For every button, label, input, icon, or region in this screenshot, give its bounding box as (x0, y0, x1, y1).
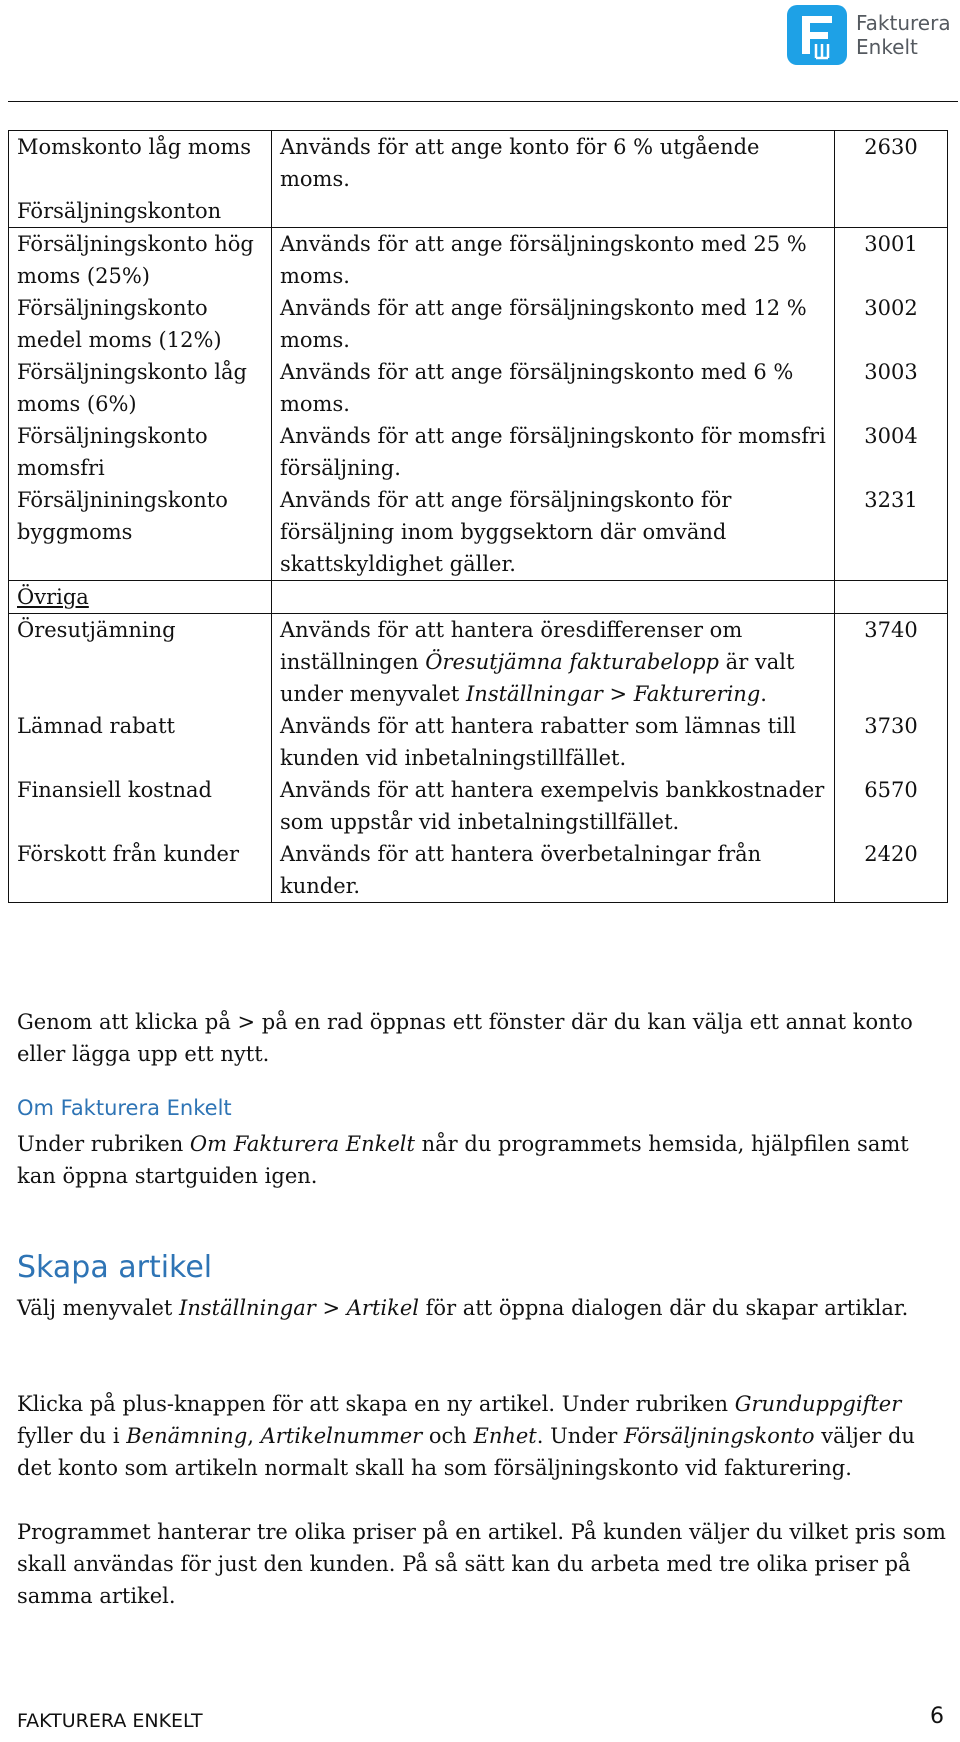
account-name: Försäljningskonto momsfri (9, 420, 272, 484)
account-number: 3001 (835, 228, 948, 293)
article-paragraph-2: Klicka på plus-knappen för att skapa en ny artikel. Under rubriken Grunduppgifter fyller du i Benämning, Artikelnummer och Enhet. Under Försäljningskonto väljer du det konto som artikeln normalt skall ha som försäljningskonto vid fakturering. (17, 1392, 915, 1480)
table-row (9, 131, 948, 196)
section-title: Försäljningskonton (9, 195, 272, 228)
account-name: Försäljningskonto medel moms (12%) (9, 292, 272, 356)
section-row (9, 581, 948, 614)
table-row (9, 838, 948, 903)
account-name: Försäljningskonto hög moms (25%) (9, 228, 272, 293)
account-number: 3002 (864, 296, 918, 320)
account-name: Försäljniningskonto byggmoms (9, 484, 272, 581)
account-number: 3004 (864, 424, 918, 448)
table-row (9, 774, 948, 838)
logo-wordmark: Fakturera Enkelt (856, 11, 951, 59)
table-row (9, 356, 948, 420)
fakturera-logo-icon (786, 4, 848, 66)
table-row (9, 292, 948, 356)
account-description: Används för att hantera öresdifferenser om inställningen Öresutjämna fakturabelopp är valt under menyvalet Inställningar > Fakturering. (272, 614, 835, 711)
account-number: 3740 (835, 614, 948, 711)
about-heading: Om Fakturera Enkelt (17, 1096, 232, 1120)
account-description: Används för att hantera överbetalningar från kunder. (272, 838, 835, 903)
about-paragraph: Under rubriken Om Fakturera Enkelt når du programmets hemsida, hjälpfilen samt kan öppna startguiden igen. (17, 1132, 909, 1188)
article-heading: Skapa artikel (17, 1250, 213, 1285)
table-row (9, 420, 948, 484)
article-paragraph-1: Välj menyvalet Inställningar > Artikel för att öppna dialogen där du skapar artiklar. (17, 1296, 909, 1320)
account-name: Förskott från kunder (9, 838, 272, 903)
section-row (9, 195, 948, 228)
logo (786, 2, 958, 68)
note-paragraph: Genom att klicka på > på en rad öppnas ett fönster där du kan välja ett annat konto eller lägga upp ett nytt. (17, 1010, 913, 1066)
account-description: Används för att ange försäljningskonto för momsfri försäljning. (272, 420, 835, 484)
account-description: Används för att ange försäljningskonto med 6 % moms. (272, 356, 835, 420)
table-row (9, 228, 948, 293)
account-description: Används för att hantera exempelvis bankkostnader som uppstår vid inbetalningstillfället. (272, 774, 835, 838)
account-description: Används för att ange försäljningskonto med 12 % moms. (272, 292, 835, 356)
article-paragraph-3: Programmet hanterar tre olika priser på en artikel. På kunden väljer du vilket pris som skall användas för just den kunden. På så sätt kan du arbeta med tre olika priser på samma artikel. (17, 1520, 946, 1608)
account-name: Finansiell kostnad (9, 774, 272, 838)
account-name: Momskonto låg moms (9, 131, 272, 196)
page-number: 6 (930, 1704, 944, 1729)
account-number: 6570 (864, 778, 918, 802)
account-number: 3730 (864, 714, 918, 738)
account-number: 2420 (864, 842, 918, 866)
account-description: Används för att ange konto för 6 % utgående moms. (272, 131, 835, 196)
account-description: Används för att ange försäljningskonto med 25 % moms. (272, 228, 835, 293)
account-number: 2630 (835, 131, 948, 196)
account-name: Öresutjämning (9, 614, 272, 711)
table-row (9, 484, 948, 581)
table-row (9, 710, 948, 774)
section-title: Övriga (9, 581, 272, 614)
table-row (9, 614, 948, 711)
account-description: Används för att ange försäljningskonto för försäljning inom byggsektorn där omvänd skattskyldighet gäller. (272, 484, 835, 581)
account-number: 3003 (864, 360, 918, 384)
account-name: Försäljningskonto låg moms (6%) (9, 356, 272, 420)
account-description: Används för att hantera rabatter som lämnas till kunden vid inbetalningstillfället. (272, 710, 835, 774)
account-number: 3231 (864, 488, 918, 512)
footer-title: FAKTURERA ENKELT (17, 1710, 203, 1732)
header-rule (8, 101, 958, 102)
accounts-table (8, 130, 948, 903)
account-name: Lämnad rabatt (9, 710, 272, 774)
